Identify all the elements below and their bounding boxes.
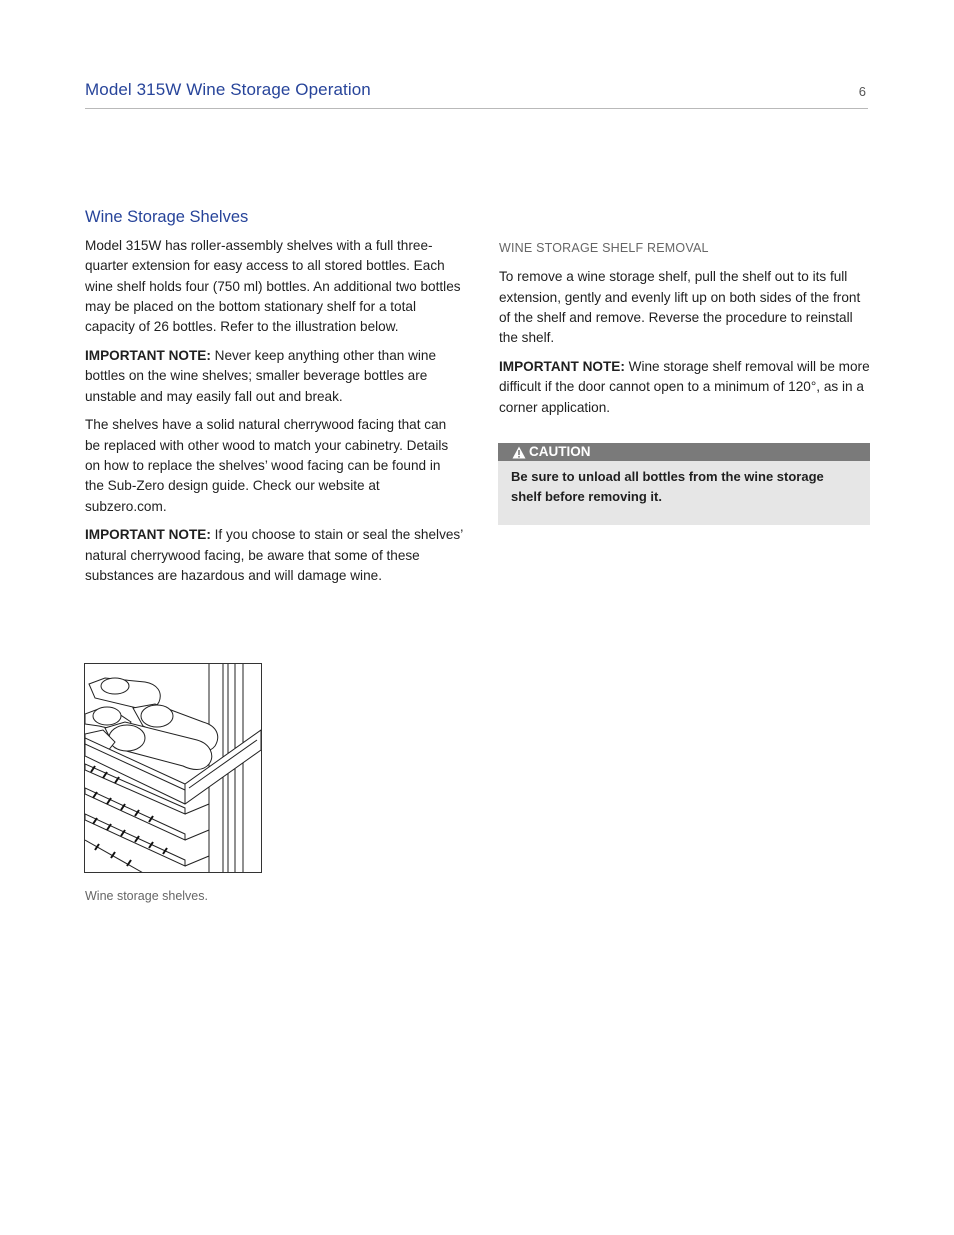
important-note-label: IMPORTANT NOTE: — [499, 358, 625, 374]
right-column — [499, 238, 875, 426]
caution-text: Be sure to unload all bottles from the wine storage shelf before removing it. — [511, 469, 824, 504]
important-note-text: If you choose to stain or seal the shelves’ natural cherrywood facing, be aware that some of these substances are hazardous and will damage wine. — [85, 527, 463, 583]
warning-triangle-icon — [512, 446, 526, 459]
removal-subheading: WINE STORAGE SHELF REMOVAL — [499, 241, 709, 255]
important-note-label: IMPORTANT NOTE: — [85, 347, 211, 363]
wine-shelves-drawing — [85, 664, 262, 873]
facing-paragraph: The shelves have a solid natural cherrywood facing that can be replaced with other wood to match your cabinetry. Details on how to replace the shelves’ wood facing can be found in the Sub-Zero design guide. Check our website at subzero.com. — [85, 417, 449, 514]
caution-box — [498, 443, 870, 525]
important-note-label: IMPORTANT NOTE: — [85, 527, 211, 543]
wine-shelves-illustration — [84, 663, 262, 873]
page-header-title: Model 315W Wine Storage Operation — [85, 80, 371, 99]
important-note-paragraph — [499, 357, 875, 418]
page-number: 6 — [858, 84, 866, 99]
removal-paragraph: To remove a wine storage shelf, pull the shelf out to its full extension, gently and evenly lift up on both sides of the front of the shelf and remove. Reverse the procedure to reinstall the shelf. — [499, 269, 861, 346]
section-title: Wine Storage Shelves — [85, 208, 249, 226]
header-divider — [85, 108, 868, 109]
caution-label: CAUTION — [529, 444, 591, 459]
left-column — [85, 236, 463, 595]
important-note-paragraph — [85, 525, 463, 586]
important-note-text: Wine storage shelf removal will be more difficult if the door cannot open to a minimum of 120°, as in a corner application. — [499, 358, 870, 415]
intro-paragraph: Model 315W has roller-assembly shelves with a full three-quarter extension for easy access to all stored bottles. Each wine shelf holds four (750 ml) bottles. An additional two bottles may be placed on the bottom stationary shelf for a total capacity of 26 bottles. Refer to the illustration below. — [85, 238, 461, 335]
figure-caption: Wine storage shelves. — [85, 889, 208, 903]
important-note-paragraph — [85, 346, 463, 407]
important-note-text: Never keep anything other than wine bottles on the wine shelves; smaller beverage bottles are unstable and may easily fall out and break. — [85, 347, 437, 404]
caution-header — [498, 443, 870, 461]
